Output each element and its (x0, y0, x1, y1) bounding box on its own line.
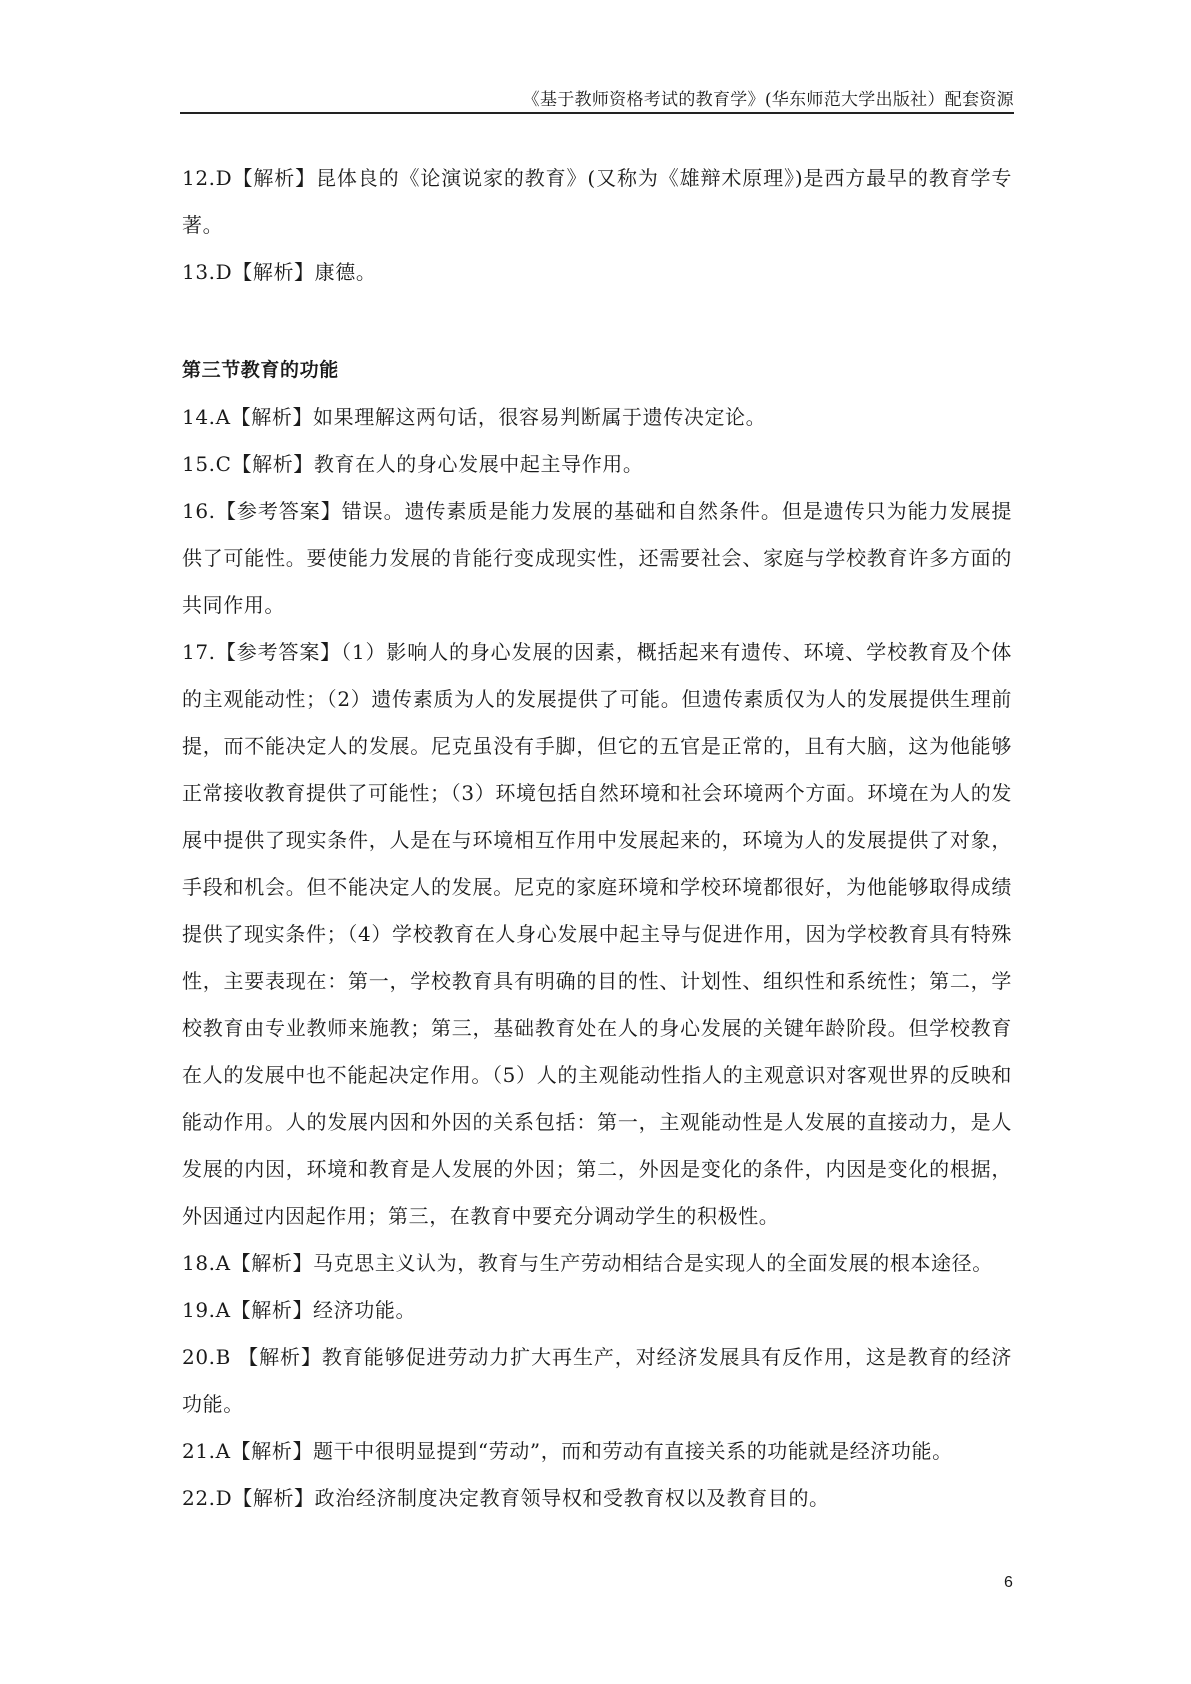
answer-20: 20.B 【解析】教育能够促进劳动力扩大再生产，对经济发展具有反作用，这是教育的经济功能。 (182, 1345, 1012, 1416)
section-title: 第三节教育的功能 (182, 359, 339, 381)
header-title: 《基于教师资格考试的教育学》(华东师范大学出版社）配套资源 (522, 90, 1014, 110)
page-content (182, 155, 1012, 1522)
page-header (180, 82, 1014, 114)
answer-14: 14.A【解析】如果理解这两句话，很容易判断属于遗传决定论。 (182, 405, 767, 429)
answer-22: 22.D【解析】政治经济制度决定教育领导权和受教育权以及教育目的。 (182, 1486, 830, 1510)
page-number: 6 (1004, 1574, 1013, 1591)
answer-18: 18.A【解析】马克思主义认为，教育与生产劳动相结合是实现人的全面发展的根本途径。 (182, 1251, 993, 1275)
answer-17: 17.【参考答案】（1）影响人的身心发展的因素，概括起来有遗传、环境、学校教育及个体的主观能动性；（2）遗传素质为人的发展提供了可能。但遗传素质仅为人的发展提供生理前提，而不能决定人的发展。尼克虽没有手脚，但它的五官是正常的，且有大脑，这为他能够正常接收教育提供了可能性；（3）环境包括自然环境和社会环境两个方面。环境在为人的发展中提供了现实条件，人是在与环境相互作用中发展起来的，环境为人的发展提供了对象，手段和机会。但不能决定人的发展。尼克的家庭环境和学校环境都很好，为他能够取得成绩提供了现实条件；（4）学校教育在人身心发展中起主导与促进作用，因为学校教育具有特殊性，主要表现在：第一，学校教育具有明确的目的性、计划性、组织性和系统性；第二，学校教育由专业教师来施教；第三，基础教育处在人的身心发展的关键年龄阶段。但学校教育在人的发展中也不能起决定作用。（5）人的主观能动性指人的主观意识对客观世界的反映和能动作用。人的发展内因和外因的关系包括：第一，主观能动性是人发展的直接动力，是人发展的内因，环境和教育是人发展的外因；第二，外因是变化的条件，内因是变化的根据，外因通过内因起作用；第三，在教育中要充分调动学生的积极性。 (182, 640, 1012, 1228)
answer-15: 15.C【解析】教育在人的身心发展中起主导作用。 (182, 452, 644, 476)
answer-13: 13.D【解析】康德。 (182, 260, 377, 284)
answer-16: 16.【参考答案】错误。遗传素质是能力发展的基础和自然条件。但是遗传只为能力发展提供了可能性。要使能力发展的肯能行变成现实性，还需要社会、家庭与学校教育许多方面的共同作用。 (182, 499, 1012, 617)
answer-21: 21.A【解析】题干中很明显提到“劳动”，而和劳动有直接关系的功能就是经济功能。 (182, 1439, 953, 1463)
answer-12: 12.D【解析】昆体良的《论演说家的教育》(又称为《雄辩术原理》)是西方最早的教育学专著。 (182, 166, 1012, 237)
answer-19: 19.A【解析】经济功能。 (182, 1298, 417, 1322)
